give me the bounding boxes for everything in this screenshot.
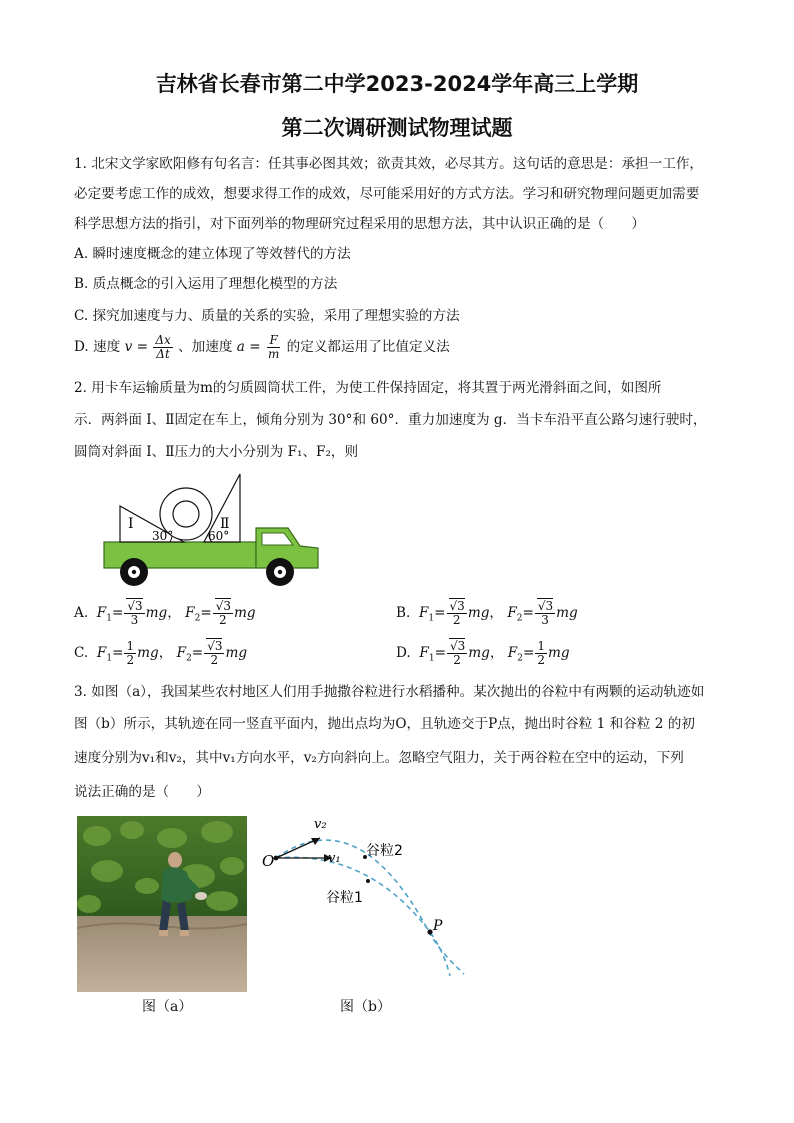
page-title: 吉林省长春市第二中学2023-2024学年高三上学期 <box>155 72 639 96</box>
q2-option-d: D. $F_1=$ $\frac{√3}{2}$ mg， $F_2=$ $\frac{1}{2}$ mg <box>396 639 570 667</box>
trajectory-grain-2 <box>276 840 464 974</box>
mg: mg <box>468 645 490 661</box>
force-symbol: F <box>507 605 517 621</box>
acceleration-symbol: a <box>236 339 245 355</box>
grain-2-label: 谷粒2 <box>366 843 403 859</box>
numerator: 1 <box>537 639 545 653</box>
q3-line-1: 3. 如图（a），我国某些农村地区人们用手抛撒谷粒进行水稻播种。某次抛出的谷粒中有两颗的运动轨迹如 <box>74 684 705 700</box>
force-symbol: F <box>176 645 187 661</box>
intersection-point <box>427 929 432 934</box>
q2-option-c: C. $F_1=$ $\frac{1}{2}$ mg， $F_2=$ $\frac{√3}{2}$ mg <box>74 639 248 667</box>
q1-option-d-suffix: 的定义都运用了比值定义法 <box>286 339 450 355</box>
origin-label: O <box>262 852 275 870</box>
mg: mg <box>556 605 578 621</box>
option-label: A. <box>74 605 89 621</box>
q1-option-d-mid: 、加速度 <box>178 339 233 355</box>
sqrt-three: √3 <box>449 639 466 653</box>
cylinder-inner <box>173 501 199 527</box>
trajectory-grain-1 <box>276 857 450 976</box>
option-label: C. <box>74 645 89 661</box>
denominator: 2 <box>453 653 461 667</box>
q2-line-1: 2. 用卡车运输质量为m的匀质圆筒状工件，为使工件保持固定，将其置于两光滑斜面之间，如图所 <box>74 380 662 396</box>
force-symbol: F <box>419 645 429 661</box>
q1-option-a: A. 瞬时速度概念的建立体现了等效替代的方法 <box>74 246 351 262</box>
force-symbol: F <box>96 605 107 621</box>
q1-option-d-prefix: D. 速度 <box>74 339 121 355</box>
force-symbol: F <box>185 605 195 621</box>
separator: ， <box>489 645 504 661</box>
separator: ， <box>489 605 503 621</box>
trajectory-figure <box>258 810 478 986</box>
sqrt-three: √3 <box>449 599 465 613</box>
acceleration-fraction <box>266 334 281 361</box>
incline-1-label: Ⅰ <box>128 516 134 532</box>
denominator: 3 <box>541 613 549 627</box>
acceleration-denominator: m <box>267 347 280 361</box>
angle-1-label: 30° <box>152 529 174 543</box>
force-symbol: F <box>507 645 518 661</box>
q1-option-c: C. 探究加速度与力、质量的关系的实验，采用了理想实验的方法 <box>74 308 460 324</box>
denominator: 3 <box>130 613 139 627</box>
page-subtitle: 第二次调研测试物理试题 <box>281 116 513 140</box>
q2-option-a: A. $F_1=$ $\frac{√3}{3}$ mg， $F_2=$ $\frac{√3}{2}$ mg <box>74 599 256 627</box>
denominator: 2 <box>452 613 461 627</box>
q1-option-b: B. 质点概念的引入运用了理想化模型的方法 <box>74 276 338 292</box>
incline-2-label: Ⅱ <box>220 516 230 532</box>
acceleration-numerator: F <box>269 333 278 347</box>
farmer-photo <box>77 816 247 992</box>
mg: mg <box>547 645 570 661</box>
velocity-denominator: Δt <box>156 347 170 361</box>
denominator: 2 <box>537 653 545 667</box>
q2-line-2: 示．两斜面 Ⅰ、Ⅱ固定在车上，倾角分别为 30°和 60°．重力加速度为 g．当卡车沿平直公路匀速行驶时， <box>74 412 707 428</box>
q1-option-d <box>74 334 450 361</box>
q1-line-1: 1. 北宋文学家欧阳修有句名言：任其事必图其效；欲责其效，必尽其方。这句话的意思是：承担一工作， <box>74 156 704 172</box>
truck-figure <box>100 444 330 590</box>
mg: mg <box>234 605 256 621</box>
force-symbol: F <box>418 605 429 621</box>
sqrt-three: √3 <box>127 599 143 613</box>
angle-2-label: 60° <box>208 529 230 543</box>
mg: mg <box>467 605 490 621</box>
caption-figure-b: 图（b） <box>340 999 391 1015</box>
option-label: D. <box>396 645 411 661</box>
velocity-numerator: Δx <box>155 333 171 347</box>
q2-option-b: B. $F_1=$ $\frac{√3}{2}$ mg， $F_2=$ $\frac{√3}{3}$ mg <box>396 599 578 627</box>
separator: ， <box>158 645 173 661</box>
q3-line-3: 速度分别为v₁和v₂，其中v₁方向水平，v₂方向斜向上。忽略空气阻力，关于两谷粒在空中的运动，下列 <box>74 750 684 766</box>
option-label: B. <box>396 605 411 621</box>
v2-label: v₂ <box>314 817 327 832</box>
sqrt-three: √3 <box>207 639 223 653</box>
mg: mg <box>137 645 159 661</box>
q3-line-2: 图（b）所示，其轨迹在同一竖直平面内，抛出点均为O，且轨迹交于P点，抛出时谷粒 1 和谷粒 2 的初 <box>74 716 695 732</box>
caption-figure-a: 图（a） <box>142 999 193 1015</box>
separator: ， <box>167 605 181 621</box>
q1-line-2: 必定要考虑工作的成效，想要求得工作的成效，尽可能采用好的方式方法。学习和研究物理问题更加需要 <box>74 186 700 202</box>
sqrt-three: √3 <box>215 599 231 613</box>
q1-line-3: 科学思想方法的指引，对下面列举的物理研究过程采用的思想方法，其中认识正确的是（ ） <box>74 216 645 232</box>
q3-line-4: 说法正确的是（ ） <box>74 784 210 800</box>
mg: mg <box>145 605 168 621</box>
wheel-front <box>266 558 294 586</box>
denominator: 2 <box>219 613 227 627</box>
grain-1-dot <box>366 879 370 883</box>
v1-label: v₁ <box>328 851 341 866</box>
denominator: 2 <box>210 653 219 667</box>
intersection-label: P <box>433 918 443 934</box>
sqrt-three: √3 <box>537 599 554 613</box>
grain-1-label: 谷粒1 <box>326 890 363 906</box>
equals-sign: = <box>136 339 148 355</box>
velocity-fraction <box>153 334 172 361</box>
mg: mg <box>225 645 248 661</box>
force-symbol: F <box>96 645 107 661</box>
denominator: 2 <box>126 653 135 667</box>
origin-point <box>274 856 279 861</box>
wheel-rear <box>120 558 148 586</box>
numerator: 1 <box>126 639 135 653</box>
q2-line-3: 圆筒对斜面 Ⅰ、Ⅱ压力的大小分别为 F₁、F₂，则 <box>74 444 359 460</box>
equals-sign: = <box>249 339 261 355</box>
velocity-symbol: v <box>124 339 133 355</box>
